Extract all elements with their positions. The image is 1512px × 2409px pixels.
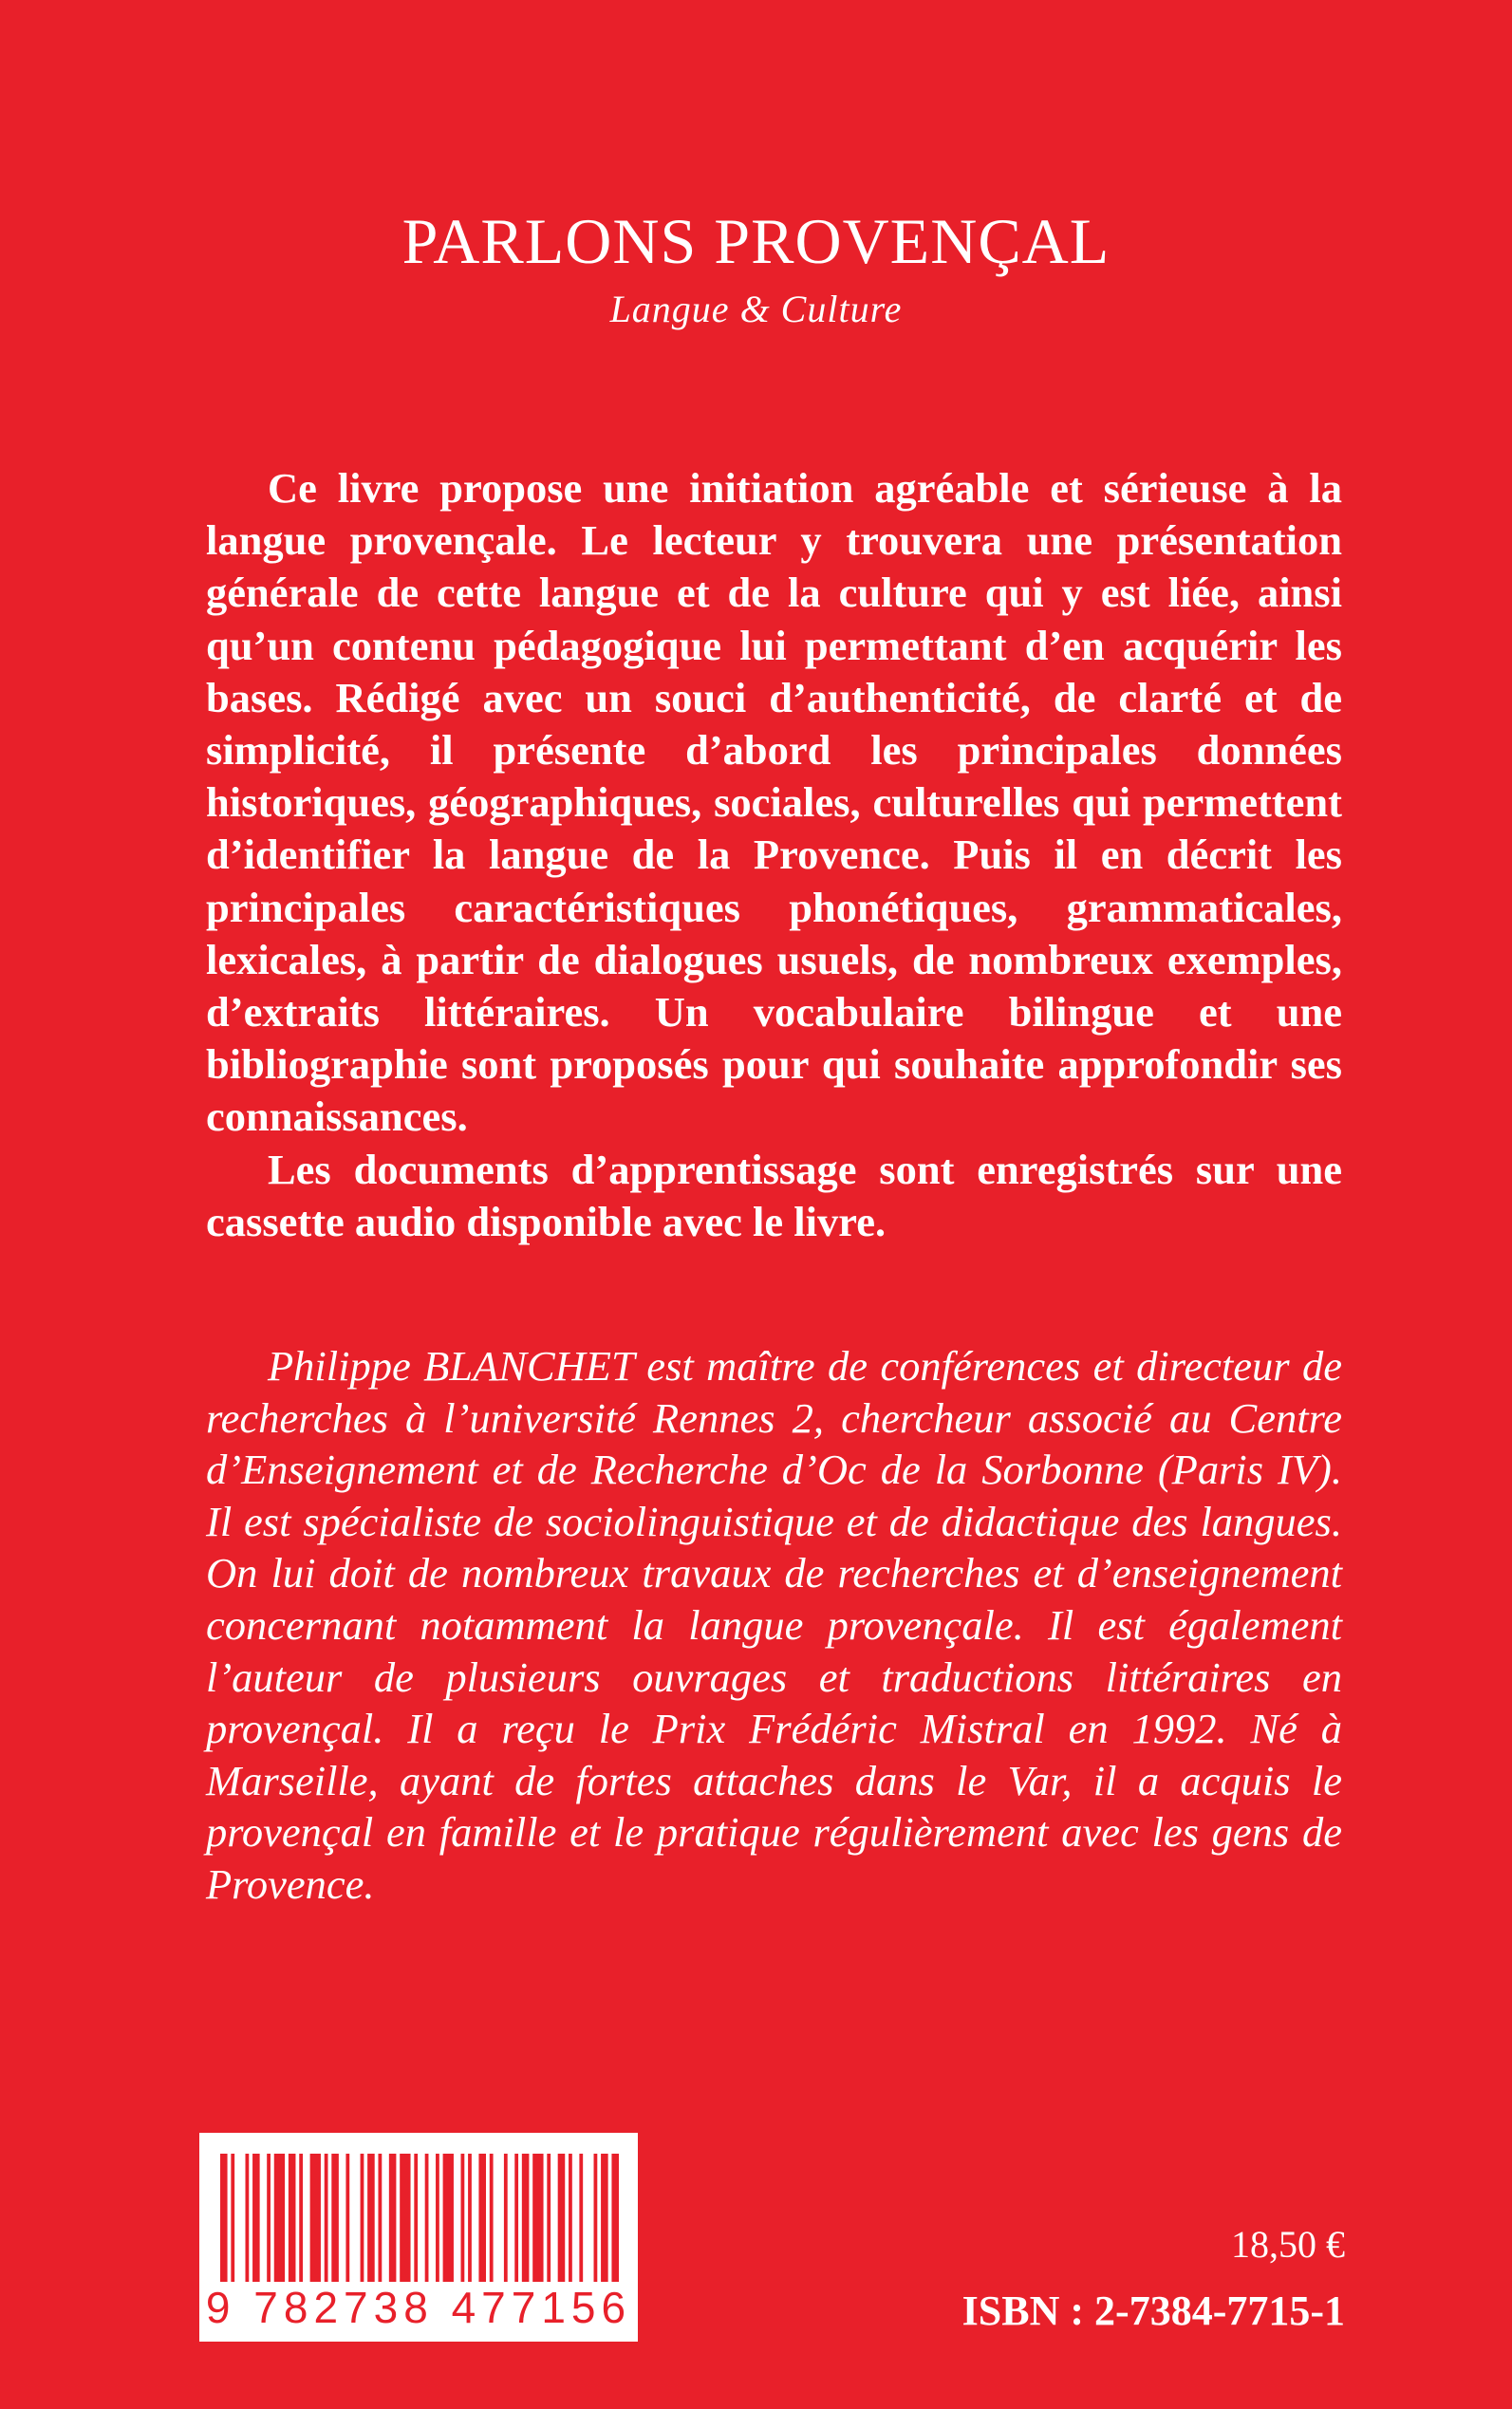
barcode-bar bbox=[504, 2154, 508, 2285]
book-subtitle: Langue & Culture bbox=[609, 288, 903, 330]
barcode-bar bbox=[267, 2154, 271, 2285]
barcode-bar bbox=[461, 2154, 465, 2285]
description-paragraph: Ce livre propose une initiation agréable et sérieuse à la langue provençale. Le lecteur y trouvera une présentation générale de cette langue et de la culture qui y est liée, ainsi qu’un contenu pédagogique lui permettant d’en acquérir les bases. Rédigé avec un souci d’authenticité, de clarté et de simplicité, il présente d’abord les principales données historiques, géographiques, sociales, culturelles qui permettent d’identifier la langue de la Provence. Puis il en décrit les principales caractéristiques phonétiques, grammaticales, lexicales, à partir de dialogues usuels, de nombreux exemples, d’extraits littéraires. Un vocabulaire bilingue et une bibliographie sont proposés pour qui souhaite approfondir ses connaissances. bbox=[206, 464, 1342, 1141]
barcode-bar bbox=[245, 2154, 249, 2285]
barcode-bar bbox=[522, 2154, 530, 2285]
barcode-bar bbox=[220, 2154, 228, 2285]
barcode-bar bbox=[367, 2154, 375, 2285]
barcode-bar bbox=[601, 2154, 608, 2285]
barcode-bar bbox=[310, 2154, 321, 2285]
barcode-bar bbox=[252, 2154, 260, 2285]
barcode-bar bbox=[436, 2154, 439, 2285]
barcode-bar bbox=[594, 2154, 598, 2285]
barcode-bar bbox=[378, 2154, 382, 2285]
price: 18,50 € bbox=[1231, 2223, 1345, 2266]
barcode-bar bbox=[331, 2154, 339, 2285]
barcode-bar bbox=[414, 2154, 418, 2285]
barcode-bar bbox=[361, 2154, 364, 2285]
barcode-bar bbox=[611, 2154, 619, 2285]
book-title: PARLONS PROVENÇAL bbox=[401, 205, 1111, 277]
barcode-bar bbox=[299, 2154, 303, 2285]
barcode-bar bbox=[514, 2154, 518, 2285]
barcode-bars bbox=[220, 2154, 619, 2285]
barcode-bar bbox=[325, 2154, 328, 2285]
barcode-bar bbox=[478, 2154, 486, 2285]
barcode-bar bbox=[468, 2154, 472, 2285]
barcode-bar bbox=[532, 2154, 543, 2285]
description-paragraph: Les documents d’apprentissage sont enregistrés sur une cassette audio disponible avec le livre. bbox=[206, 1145, 1342, 1245]
author-bio: Philippe BLANCHET est maître de conférences et directeur de recherches à l’université Rennes 2, chercheur associé au Centre d’Enseignement et de Recherche d’Oc de la Sorbonne (Paris IV). Il est spécialiste de sociolinguistique et de didactique des langues. On lui doit de nombreux travaux de recherches et d’enseignement concernant notamment la langue provençale. Il est également l’auteur de plusieurs ouvrages et traductions littéraires en provençal. Il a reçu le Prix Frédéric Mistral en 1992. Né à Marseille, ayant de fortes attaches dans le Var, il a acquis le provençal en famille et le pratique régulièrement avec les gens de Provence. bbox=[206, 1342, 1342, 1908]
barcode bbox=[199, 2133, 638, 2342]
barcode-bar bbox=[389, 2154, 397, 2285]
barcode-bar bbox=[569, 2154, 572, 2285]
barcode-bar bbox=[274, 2154, 285, 2285]
barcode-bar bbox=[579, 2154, 583, 2285]
book-description bbox=[206, 462, 1342, 1248]
barcode-bar bbox=[425, 2154, 429, 2285]
barcode-bar bbox=[490, 2154, 494, 2285]
barcode-digits: 9 782738 477156 bbox=[203, 2282, 634, 2334]
barcode-bar bbox=[231, 2154, 234, 2285]
barcode-bar bbox=[400, 2154, 410, 2285]
barcode-bar bbox=[547, 2154, 551, 2285]
barcode-bar bbox=[289, 2154, 296, 2285]
barcode-bar bbox=[443, 2154, 454, 2285]
isbn: ISBN : 2-7384-7715-1 bbox=[961, 2288, 1345, 2334]
barcode-bar bbox=[558, 2154, 566, 2285]
barcode-bar bbox=[345, 2154, 349, 2285]
